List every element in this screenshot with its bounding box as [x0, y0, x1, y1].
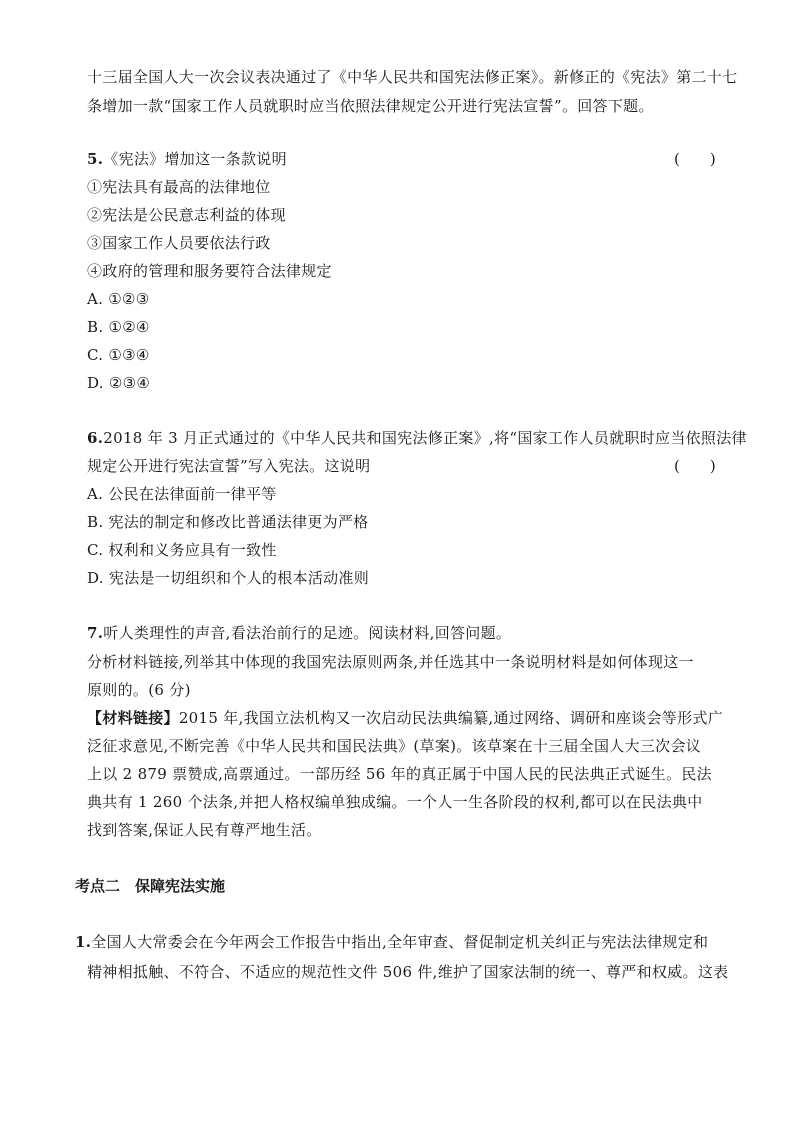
material-line-3: 上以 2 879 票赞成,高票通过。一部历经 56 年的真正属于中国人民的民法典正式诞生。民法 [87, 765, 712, 783]
question-1-number: 1. [75, 933, 92, 951]
question-6-text: 2018 年 3 月正式通过的《中华人民共和国宪法修正案》,将“国家工作人员就职时应当依照法律 [103, 429, 747, 447]
question-6-stem-line-2: 规定公开进行宪法宣誓”写入宪法。这说明 [87, 457, 371, 475]
question-6-stem-line-1 [87, 428, 747, 448]
question-5-text: 《宪法》增加这一条款说明 [103, 150, 287, 168]
question-1-line-2: 精神相抵触、不符合、不适应的规范性文件 506 件,维护了国家法制的统一、尊严和权威。这表 [87, 963, 729, 981]
question-5-statement: ②宪法是公民意志利益的体现 [87, 206, 286, 224]
material-label: 【材料链接】 [87, 709, 179, 727]
material-line-5: 找到答案,保证人民有尊严地生活。 [87, 821, 322, 839]
question-6-option-d: D. 宪法是一切组织和个人的根本活动准则 [87, 569, 370, 587]
material-text: 2015 年,我国立法机构又一次启动民法典编纂,通过网络、调研和座谈会等形式广 [178, 709, 723, 727]
question-6-answer-blank: ( ) [674, 457, 716, 475]
material-line-2: 泛征求意见,不断完善《中华人民共和国民法典》(草案)。该草案在十三届全国人大三次会议 [87, 737, 702, 755]
question-5-option-d: D. ②③④ [87, 374, 151, 392]
question-1-line-1 [75, 932, 708, 952]
question-6-option-c: C. 权利和义务应具有一致性 [87, 541, 277, 559]
question-7-number: 7. [87, 624, 104, 642]
question-7-task-line-1: 分析材料链接,列举其中体现的我国宪法原则两条,并任选其中一条说明材料是如何体现这一 [87, 653, 694, 671]
intro-line-2: 条增加一款“国家工作人员就职时应当依照法律规定公开进行宪法宣誓”。回答下题。 [87, 97, 654, 115]
section-heading: 考点二 保障宪法实施 [75, 877, 226, 895]
question-5-statement: ①宪法具有最高的法律地位 [87, 178, 271, 196]
question-6-option-a: A. 公民在法律面前一律平等 [87, 485, 277, 503]
question-7-stem [87, 623, 511, 643]
question-6-number: 6. [87, 429, 104, 447]
question-5-statement: ④政府的管理和服务要符合法律规定 [87, 262, 332, 280]
question-7-task-line-2: 原则的。(6 分) [87, 681, 191, 699]
question-5-option-b: B. ①②④ [87, 318, 150, 336]
question-5-statement: ③国家工作人员要依法行政 [87, 234, 271, 252]
question-5-number: 5. [87, 150, 104, 168]
question-5-option-c: C. ①③④ [87, 346, 150, 364]
question-7-text: 听人类理性的声音,看法治前行的足迹。阅读材料,回答问题。 [103, 624, 512, 642]
intro-line-1: 十三届全国人大一次会议表决通过了《中华人民共和国宪法修正案》。新修正的《宪法》第二十七 [87, 68, 738, 86]
material-line-4: 典共有 1 260 个法条,并把人格权编单独成编。一个人一生各阶段的权利,都可以在民法典中 [87, 793, 703, 811]
question-6-option-b: B. 宪法的制定和修改比普通法律更为严格 [87, 513, 369, 531]
question-1-text: 全国人大常委会在今年两会工作报告中指出,全年审查、督促制定机关纠正与宪法法律规定和 [91, 933, 709, 951]
question-5-answer-blank: ( ) [674, 150, 716, 168]
question-5-stem [87, 149, 287, 169]
material-line-1 [87, 708, 723, 728]
question-5-option-a: A. ①②③ [87, 290, 150, 308]
